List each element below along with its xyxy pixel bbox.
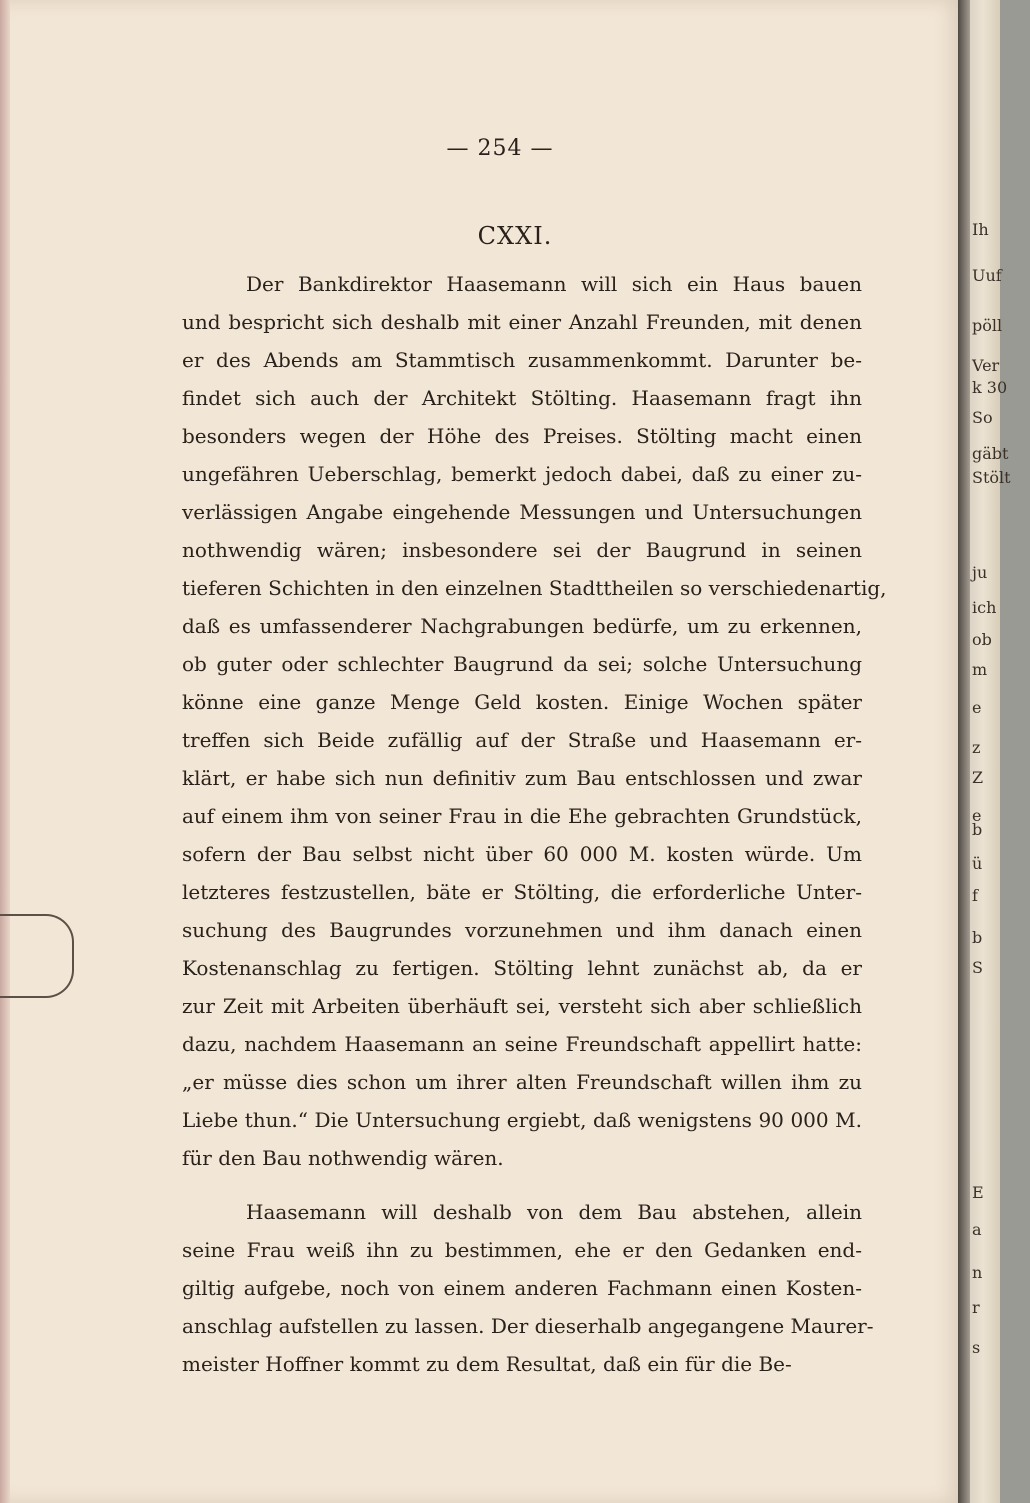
facing-page-fragment: f (972, 886, 978, 905)
text-line: „er müsse dies schon um ihrer alten Freundschaft willen ihm zu (182, 1070, 862, 1094)
facing-page-fragment: Stölt (972, 468, 1011, 487)
facing-page-fragment: m (972, 660, 988, 679)
text-line: Kostenanschlag zu fertigen. Stölting lehnt zunächst ab, da er (182, 956, 862, 980)
text-line: auf einem ihm von seiner Frau in die Ehe gebrachten Grundstück, (182, 804, 862, 828)
facing-page-fragment: ich (972, 598, 997, 617)
text-line: zur Zeit mit Arbeiten überhäuft sei, versteht sich aber schließlich (182, 994, 862, 1018)
text-line: letzteres festzustellen, bäte er Stölting, die erforderliche Unter- (182, 880, 862, 904)
facing-page-fragment: ob (972, 630, 992, 649)
facing-page-fragment: Ih (972, 220, 989, 239)
text-line: findet sich auch der Architekt Stölting. Haasemann fragt ihn (182, 386, 862, 410)
text-line: ob guter oder schlechter Baugrund da sei; solche Untersuchung (182, 652, 862, 676)
facing-page-fragment: b (972, 820, 983, 839)
facing-page-fragment: e (972, 806, 982, 825)
facing-page-fragment: z (972, 738, 981, 757)
facing-page-fragment: a (972, 1220, 982, 1239)
text-line: Der Bankdirektor Haasemann will sich ein Haus bauen (246, 272, 862, 296)
text-line: daß es umfassenderer Nachgrabungen bedürfe, um zu erkennen, (182, 614, 862, 638)
text-line: und bespricht sich deshalb mit einer Anzahl Freunden, mit denen (182, 310, 862, 334)
text-line: könne eine ganze Menge Geld kosten. Einige Wochen später (182, 690, 862, 714)
facing-page-fragment: ü (972, 854, 983, 873)
text-line: seine Frau weiß ihn zu bestimmen, ehe er den Gedanken end- (182, 1238, 862, 1262)
facing-page-fragment: ju (972, 563, 988, 582)
text-line: für den Bau nothwendig wären. (182, 1146, 504, 1170)
facing-page-fragment: n (972, 1263, 983, 1282)
facing-page-fragment: k 30 (972, 378, 1008, 397)
facing-page-fragment: s (972, 1338, 981, 1357)
text-line: nothwendig wären; insbesondere sei der Baugrund in seinen (182, 538, 862, 562)
page-number: — 254 — (446, 136, 554, 161)
facing-page-fragment: gäbt (972, 444, 1009, 463)
text-line: verlässigen Angabe eingehende Messungen und Untersuchungen (182, 500, 862, 524)
text-line: giltig aufgebe, noch von einem anderen Fachmann einen Kosten- (182, 1276, 862, 1300)
facing-page-fragment: e (972, 698, 982, 717)
text-line: Liebe thun.“ Die Untersuchung ergiebt, daß wenigstens 90 000 M. (182, 1108, 862, 1132)
text-line: dazu, nachdem Haasemann an seine Freundschaft appellirt hatte: (182, 1032, 862, 1056)
text-line: meister Hoffner kommt zu dem Resultat, daß ein für die Be- (182, 1352, 792, 1376)
facing-page-fragment: E (972, 1183, 984, 1202)
text-line: er des Abends am Stammtisch zusammenkommt. Darunter be- (182, 348, 862, 372)
text-line: klärt, er habe sich nun definitiv zum Bau entschlossen und zwar (182, 766, 862, 790)
body-text (182, 265, 887, 1383)
text-line: treffen sich Beide zufällig auf der Straße und Haasemann er- (182, 728, 862, 752)
text-line: tieferen Schichten in den einzelnen Stadttheilen so verschiedenartig, (182, 576, 887, 600)
text-line: anschlag aufstellen zu lassen. Der dieserhalb angegangene Maurer- (182, 1314, 874, 1338)
facing-page-fragment: Uuf (972, 266, 1002, 285)
binding-strip (0, 914, 74, 998)
facing-page-fragment: Z (972, 768, 984, 787)
facing-page-fragment: Ver (972, 356, 1000, 375)
text-line: besonders wegen der Höhe des Preises. Stölting macht einen (182, 424, 862, 448)
facing-page-fragment: S (972, 958, 983, 977)
facing-page-fragment: So (972, 408, 993, 427)
paragraph-gap (182, 1177, 862, 1193)
text-line: ungefähren Ueberschlag, bemerkt jedoch dabei, daß zu einer zu- (182, 462, 862, 486)
facing-page-fragment: pöll (972, 316, 1003, 335)
facing-page-fragment: b (972, 928, 983, 947)
text-line: sofern der Bau selbst nicht über 60 000 M. kosten würde. Um (182, 842, 862, 866)
chapter-heading: CXXI. (477, 222, 553, 250)
text-line: Haasemann will deshalb von dem Bau abstehen, allein (246, 1200, 862, 1224)
facing-page-fragment: r (972, 1298, 980, 1317)
text-line: suchung des Baugrundes vorzunehmen und ihm danach einen (182, 918, 862, 942)
